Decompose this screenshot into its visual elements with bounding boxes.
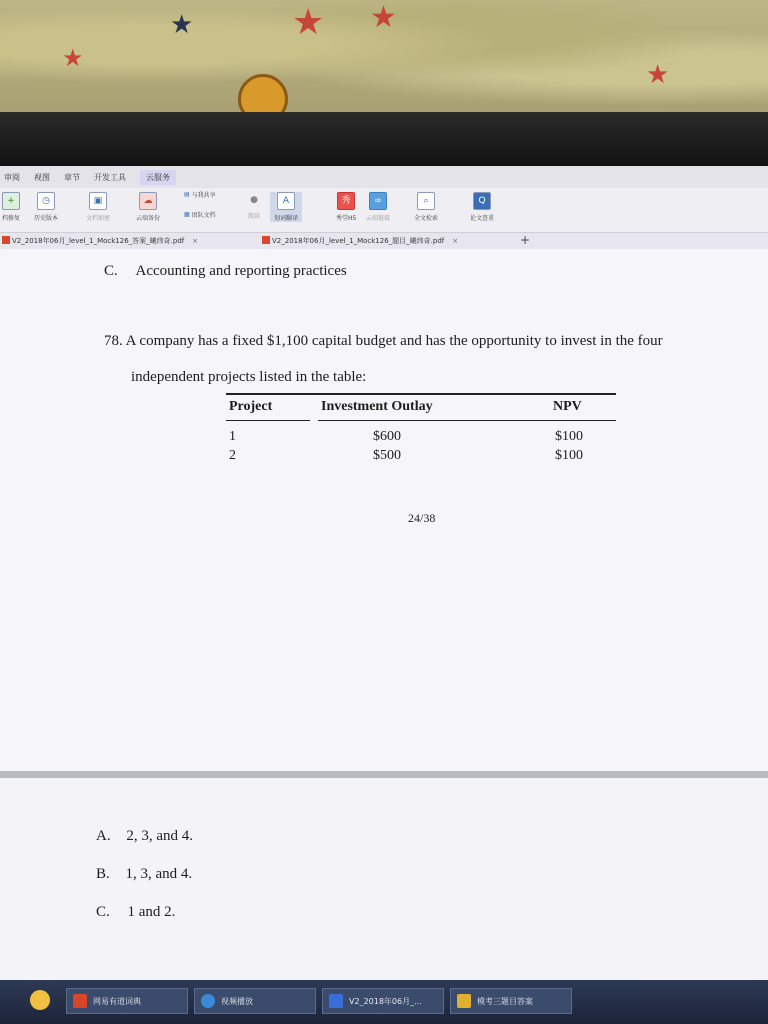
table-cell: 1 <box>229 429 236 444</box>
table-header-investment: Investment Outlay <box>321 399 433 414</box>
ribbon-toolbar <box>0 188 768 233</box>
toolbar-cloud-backup-button[interactable] <box>136 192 160 222</box>
menu-bar <box>0 166 768 189</box>
toolbar-encrypt-button[interactable] <box>86 192 110 222</box>
table-header-npv: NPV <box>553 399 582 414</box>
table-cell: $100 <box>555 448 583 463</box>
toolbar-team-docs-button[interactable] <box>184 210 216 219</box>
toolbar-search-button[interactable] <box>414 192 438 222</box>
new-tab-plus-icon[interactable]: + <box>520 233 531 247</box>
youdao-icon <box>73 994 87 1008</box>
star-icon: ★ <box>370 0 397 35</box>
toolbar-label: 文档加密 <box>86 215 111 222</box>
table-header-project: Project <box>229 399 273 414</box>
toolbar-label: 秀堂H5 <box>336 215 357 222</box>
toolbar-label: 论文查重 <box>470 215 495 222</box>
search-icon: ⌕ <box>417 192 435 210</box>
cloud-icon: ☁ <box>139 192 157 210</box>
tab-label: V2_2018年06月_level_1_Mock126_答案_曦纬奇.pdf <box>12 237 185 245</box>
wps-icon <box>329 994 343 1008</box>
microphone-icon: ● <box>250 195 258 205</box>
option-text: Accounting and reporting practices <box>135 263 347 279</box>
table-header-rule <box>226 420 310 421</box>
option-text: 1 and 2. <box>127 904 176 920</box>
tab-questions-pdf[interactable] <box>262 236 458 246</box>
menu-cloud-service[interactable]: 云服务 <box>140 170 176 185</box>
close-icon[interactable]: × <box>192 237 199 245</box>
page-number: 24/38 <box>408 511 436 525</box>
page-gap <box>0 771 768 778</box>
team-icon: ▦ <box>184 211 190 218</box>
taskbar-label: 网易有道词典 <box>93 996 141 1006</box>
share-icon: ▤ <box>184 191 190 198</box>
plus-icon: + <box>2 192 20 210</box>
option-c[interactable] <box>96 904 175 921</box>
star-icon: ★ <box>62 44 84 72</box>
menu-chapter[interactable]: 章节 <box>64 172 80 182</box>
question-text-line2: independent projects listed in the table: <box>131 369 367 385</box>
star-icon: ★ <box>646 60 670 90</box>
wallpaper-background <box>0 0 768 112</box>
taskbar-folder-button[interactable] <box>450 988 572 1014</box>
toolbar-h5-button[interactable] <box>336 192 356 222</box>
option-letter: C. <box>104 263 118 279</box>
document-page <box>0 249 768 771</box>
translate-icon: A <box>277 192 295 210</box>
star-icon: ★ <box>170 10 194 40</box>
toolbar-translate-button[interactable] <box>270 192 302 222</box>
link-icon: ∞ <box>369 192 387 210</box>
taskbar-wps-button[interactable] <box>322 988 444 1014</box>
taskbar-label: V2_2018年06月_... <box>349 996 422 1006</box>
toolbar-label: 云端链接 <box>366 215 391 222</box>
option-text: 2, 3, and 4. <box>126 828 194 844</box>
toolbar-label: 全文检索 <box>414 215 439 222</box>
folder-icon <box>457 994 471 1008</box>
option-c-prev <box>104 263 347 280</box>
toolbar-label: 与我共享 <box>191 192 216 199</box>
toolbar-history-button[interactable] <box>34 192 58 222</box>
pdf-icon <box>2 236 10 244</box>
option-letter: A. <box>96 828 111 844</box>
option-text: 1, 3, and 4. <box>125 866 193 882</box>
pdf-icon <box>262 236 270 244</box>
menu-review[interactable]: 审阅 <box>4 172 20 182</box>
toolbar-label: 划词翻译 <box>274 215 299 222</box>
option-letter: C. <box>96 904 110 920</box>
close-icon[interactable]: × <box>452 237 459 245</box>
toolbar-label: 历史版本 <box>34 215 59 222</box>
document-tab-bar <box>0 233 768 249</box>
monitor-bezel <box>0 112 768 168</box>
toolbar-repair-button[interactable] <box>2 192 20 222</box>
taskbar-video-button[interactable] <box>194 988 316 1014</box>
lock-icon: ▣ <box>89 192 107 210</box>
option-b[interactable] <box>96 866 192 883</box>
toolbar-read-aloud-button[interactable] <box>246 192 262 220</box>
option-letter: B. <box>96 866 110 882</box>
tab-answers-pdf[interactable] <box>2 236 198 246</box>
toolbar-shared-button[interactable] <box>184 190 216 199</box>
paper-check-icon: Q <box>473 192 491 210</box>
table-cell: $100 <box>555 429 583 444</box>
menu-developer[interactable]: 开发工具 <box>94 172 126 182</box>
tab-label: V2_2018年06月_level_1_Mock126_题目_曦纬奇.pdf <box>272 237 445 245</box>
table-cell: $600 <box>373 429 401 444</box>
taskbar-label: 模考三题目答案 <box>477 996 533 1006</box>
table-cell: $500 <box>373 448 401 463</box>
toolbar-label: 云端备份 <box>136 215 161 222</box>
history-icon: ◷ <box>37 192 55 210</box>
question-text-line1: 78. A company has a fixed $1,100 capital budget and has the opportunity to invest in the four <box>104 333 663 349</box>
table-header-rule <box>318 420 616 421</box>
video-icon <box>201 994 215 1008</box>
star-icon: ★ <box>292 2 325 43</box>
menu-view[interactable]: 视图 <box>34 172 50 182</box>
taskbar-youdao-button[interactable] <box>66 988 188 1014</box>
taskbar-label: 视频播放 <box>221 996 253 1006</box>
toolbar-label: 团队文档 <box>191 212 216 219</box>
h5-icon: 秀 <box>337 192 355 210</box>
toolbar-cloud-link-button[interactable] <box>366 192 390 222</box>
document-page-2-continued <box>0 812 768 980</box>
table-cell: 2 <box>229 448 236 463</box>
taskbar <box>0 980 768 1024</box>
toolbar-paper-check-button[interactable] <box>470 192 494 222</box>
toolbar-label: 档修复 <box>2 215 21 222</box>
toolbar-label: 朗读 <box>247 213 260 220</box>
table-top-rule <box>226 393 616 395</box>
qq-icon[interactable] <box>30 990 50 1010</box>
option-a[interactable] <box>96 828 193 845</box>
